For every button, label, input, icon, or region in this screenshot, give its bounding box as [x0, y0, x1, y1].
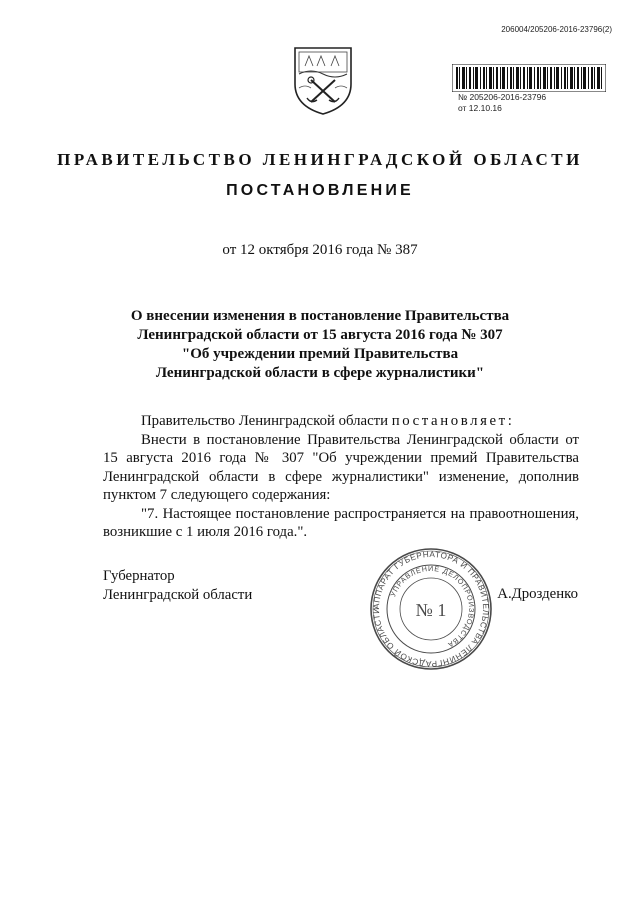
signer-position-line: Ленинградской области: [103, 586, 253, 603]
document-body: [103, 412, 579, 542]
svg-text:УПРАВЛЕНИЕ ДЕЛОПРОИЗВОДСТВА: УПРАВЛЕНИЕ ДЕЛОПРОИЗВОДСТВА: [388, 563, 477, 650]
document-subject: [0, 307, 640, 383]
document-date-number: от 12 октября 2016 года № 387: [222, 242, 418, 258]
document-id: 206004/205206-2016-23796(2): [501, 25, 612, 34]
preamble-verb: постановляет:: [391, 413, 515, 429]
subject-line: Ленинградской области в сфере журналистики": [155, 365, 485, 381]
svg-text:АППАРАТ ГУБЕРНАТОРА И ПРАВИТЕЛ: АППАРАТ ГУБЕРНАТОРА И ПРАВИТЕЛЬСТВА ЛЕНИНГРАДСКОЙ ОБЛАСТИ: [371, 549, 491, 669]
subject-line: "Об учреждении премий Правительства: [181, 346, 459, 362]
preamble-text: Правительство Ленинградской области: [141, 413, 392, 429]
preamble: [103, 412, 579, 431]
svg-text:№ 1: № 1: [415, 600, 447, 620]
registration-number: № 205206-2016-23796: [458, 92, 547, 102]
subject-line: О внесении изменения в постановление Правительства: [130, 308, 510, 324]
subject-line: Ленинградской области от 15 августа 2016 года № 307: [137, 327, 503, 343]
signer-position: [103, 567, 252, 604]
signer-name: А.Дрозденко: [497, 586, 578, 602]
signer-position-line: Губернатор: [103, 568, 175, 584]
barcode-image: [452, 64, 606, 92]
official-stamp-seal: [368, 546, 494, 672]
registration-block: [452, 64, 612, 114]
coat-of-arms-icon: [291, 44, 355, 116]
main-paragraph: Внести в постановление Правительства Ленинградской области от 15 августа 2016 года № 307 "Об учреждении премий Правительства Ленинградской области в сфере журналистики" изменение, дополнив пунктом 7 следующего содержания:: [103, 431, 579, 503]
document-type: ПОСТАНОВЛЕНИЕ: [226, 182, 414, 199]
registration-date: от 12.10.16: [458, 103, 502, 113]
quoted-clause: "7. Настоящее постановление распространяется на правоотношения, возникшие с 1 июля 2016 года.".: [103, 505, 579, 540]
government-title: ПРАВИТЕЛЬСТВО ЛЕНИНГРАДСКОЙ ОБЛАСТИ: [57, 150, 583, 169]
